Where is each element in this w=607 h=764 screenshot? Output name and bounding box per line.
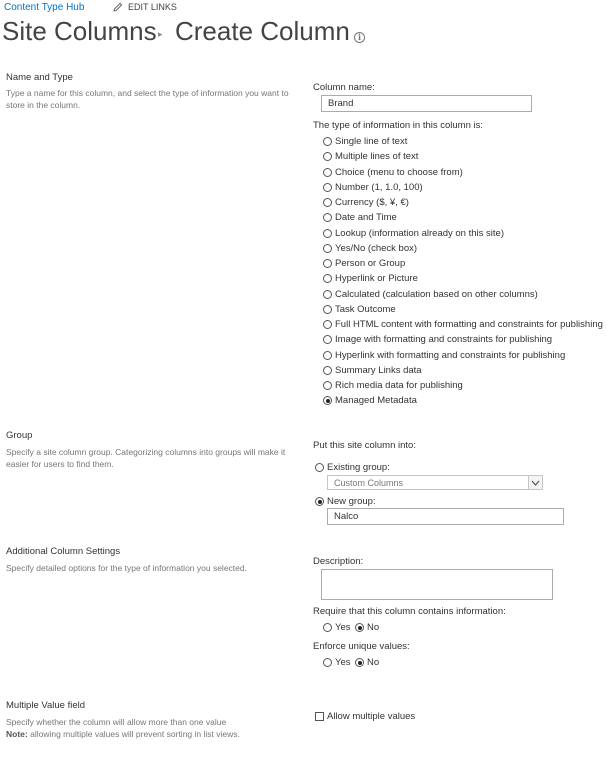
type-option-label: Yes/No (check box) — [335, 242, 418, 254]
type-option-radio[interactable] — [323, 320, 332, 329]
type-option[interactable] — [323, 212, 397, 223]
new-group-label: New group: — [327, 496, 376, 507]
content-type-hub-link[interactable]: Content Type Hub — [4, 2, 85, 13]
type-option[interactable] — [323, 334, 552, 345]
type-option-radio[interactable] — [323, 137, 332, 146]
additional-settings-heading: Additional Column Settings — [6, 546, 121, 557]
type-option[interactable] — [323, 289, 538, 300]
column-name-label: Column name: — [313, 82, 375, 93]
allow-multiple-label: Allow multiple values — [327, 711, 416, 722]
type-option-radio[interactable] — [323, 259, 332, 268]
require-label: Require that this column contains information: — [313, 606, 506, 617]
multi-value-note-label: Note: — [6, 728, 28, 739]
type-option-radio[interactable] — [323, 396, 332, 405]
type-option-label: Date and Time — [335, 212, 397, 224]
require-no-option[interactable] — [355, 622, 379, 633]
multi-value-heading: Multiple Value field — [6, 700, 86, 711]
existing-group-radio[interactable] — [315, 463, 324, 472]
name-type-description: Type a name for this column, and select the type of information you want to store in the column. — [6, 88, 289, 110]
type-option-label: Calculated (calculation based on other columns) — [335, 288, 538, 300]
type-option-radio[interactable] — [323, 351, 332, 360]
type-option-radio[interactable] — [323, 274, 332, 283]
multi-value-description — [6, 717, 301, 740]
group-heading: Group — [6, 430, 33, 441]
unique-yes-radio[interactable] — [323, 658, 332, 667]
type-label: The type of information in this column is: — [313, 120, 484, 131]
type-option-label: Person or Group — [335, 258, 406, 269]
type-option-label: Single line of text — [335, 136, 408, 147]
existing-group-option[interactable] — [315, 462, 390, 473]
new-group-input[interactable]: Nalco — [327, 508, 564, 525]
unique-no-label: No — [367, 657, 380, 668]
new-group-option[interactable] — [315, 496, 376, 507]
chevron-down-icon[interactable] — [528, 476, 542, 489]
description-label: Description: — [313, 556, 364, 567]
breadcrumb-separator: ▸ — [158, 29, 163, 39]
require-yes-radio[interactable] — [323, 623, 332, 632]
type-option[interactable] — [323, 167, 463, 178]
page-title-site-columns[interactable]: Site Columns — [2, 16, 157, 46]
type-option-radio[interactable] — [323, 198, 332, 207]
type-option-radio[interactable] — [323, 335, 332, 344]
put-into-label: Put this site column into: — [313, 440, 416, 451]
type-option-label: Choice (menu to choose from) — [335, 166, 463, 178]
multi-value-note-text: allowing multiple values will prevent sorting in list views. — [27, 728, 240, 739]
allow-multiple-checkbox[interactable] — [315, 712, 324, 721]
info-icon[interactable]: i — [354, 32, 365, 43]
unique-no-radio[interactable] — [355, 658, 364, 667]
type-option-radio[interactable] — [323, 168, 332, 177]
require-no-radio[interactable] — [355, 623, 364, 632]
type-option-radio[interactable] — [323, 229, 332, 238]
page-title: Create Column — [175, 16, 350, 46]
existing-group-select[interactable] — [327, 475, 543, 490]
type-option-label: Currency ($, ¥, €) — [335, 197, 409, 208]
require-yes-label: Yes — [335, 622, 351, 633]
type-option[interactable] — [323, 243, 417, 254]
require-yes-option[interactable] — [323, 622, 351, 633]
allow-multiple-option[interactable] — [315, 711, 415, 722]
group-description: Specify a site column group. Categorizing columns into groups will make it easier for users to find them. — [6, 447, 286, 469]
name-type-heading: Name and Type — [6, 72, 73, 83]
type-option[interactable] — [323, 380, 463, 391]
type-option-label: Summary Links data — [335, 364, 422, 376]
type-option-label: Task Outcome — [335, 303, 396, 315]
type-option[interactable] — [323, 395, 417, 406]
type-option-label: Number (1, 1.0, 100) — [335, 181, 423, 193]
unique-yes-label: Yes — [335, 657, 351, 668]
type-option[interactable] — [323, 319, 603, 330]
type-option-radio[interactable] — [323, 290, 332, 299]
unique-yes-option[interactable] — [323, 657, 351, 668]
type-option-radio[interactable] — [323, 152, 332, 161]
require-no-label: No — [367, 622, 380, 633]
existing-group-value: Custom Columns — [334, 477, 404, 488]
type-option[interactable] — [323, 197, 409, 208]
type-option-label: Hyperlink with formatting and constraints for publishing — [335, 349, 566, 361]
type-option-radio[interactable] — [323, 244, 332, 253]
type-option-label: Rich media data for publishing — [335, 380, 463, 391]
type-option-label: Full HTML content with formatting and constraints for publishing — [335, 319, 603, 330]
edit-links-button[interactable] — [113, 2, 177, 12]
new-group-radio[interactable] — [315, 497, 324, 506]
type-option-label: Image with formatting and constraints for publishing — [335, 334, 553, 346]
existing-group-label: Existing group: — [327, 462, 390, 473]
type-option[interactable] — [323, 304, 396, 315]
pencil-icon — [113, 2, 123, 12]
unique-label: Enforce unique values: — [313, 641, 410, 652]
type-option[interactable] — [323, 182, 423, 193]
type-option-label: Managed Metadata — [335, 395, 417, 407]
multi-value-description-text: Specify whether the column will allow more than one value — [6, 717, 227, 727]
type-option-radio[interactable] — [323, 305, 332, 314]
type-option[interactable] — [323, 228, 504, 239]
edit-links-label: EDIT LINKS — [128, 2, 177, 12]
type-option[interactable] — [323, 136, 407, 147]
column-name-input[interactable]: Brand — [321, 95, 532, 112]
type-option-radio[interactable] — [323, 381, 332, 390]
type-option-radio[interactable] — [323, 366, 332, 375]
type-option-radio[interactable] — [323, 183, 332, 192]
type-option[interactable] — [323, 350, 565, 361]
type-option-radio[interactable] — [323, 213, 332, 222]
type-option[interactable] — [323, 273, 418, 284]
type-option[interactable] — [323, 258, 405, 269]
additional-settings-description: Specify detailed options for the type of information you selected. — [6, 563, 247, 573]
type-option[interactable] — [323, 151, 418, 162]
unique-no-option[interactable] — [355, 657, 379, 668]
type-option-label: Multiple lines of text — [335, 151, 419, 163]
type-option-label: Lookup (information already on this site) — [335, 227, 504, 239]
type-option[interactable] — [323, 365, 422, 376]
description-textarea[interactable] — [321, 569, 553, 600]
type-option-label: Hyperlink or Picture — [335, 273, 418, 285]
